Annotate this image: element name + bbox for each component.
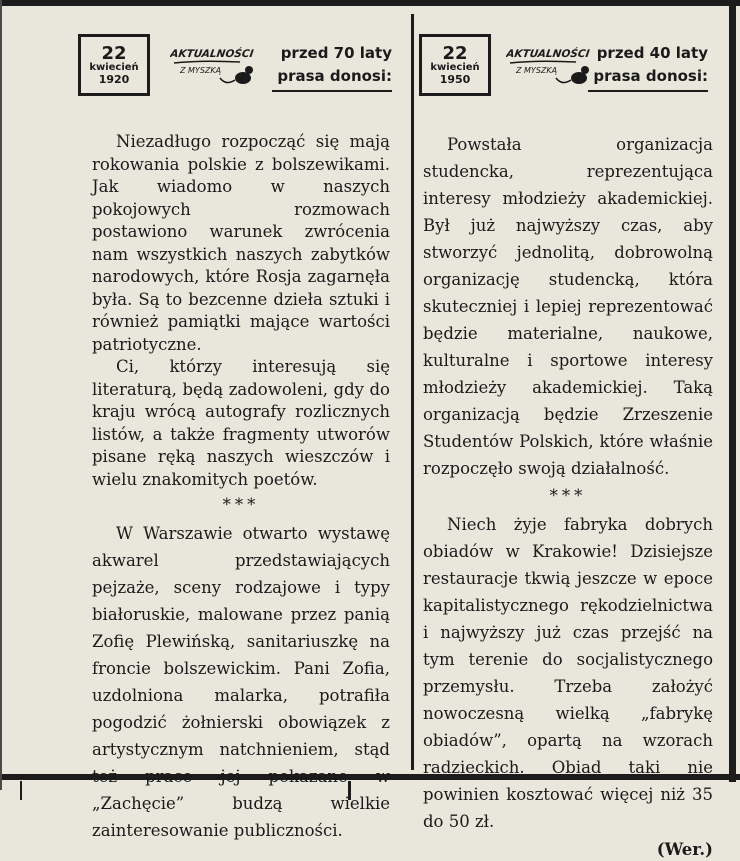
- left-header-line2: prasa donosi:: [272, 65, 392, 91]
- left-header-text: [272, 42, 392, 92]
- left-paragraph-3: W Warszawie otwarto wystawę akwarel przedstawiających pejzaże, sceny rodzajowe i typy białoruskie, malowane przez panią Zofię Plewińską, sanitariuszkę na froncie bolszewickim. Pani Zofia, uzdolniona malarka, potrafiła pogodzić żołnierski obowiązek z artystycznym natchnieniem, stąd też prace jej pokazane w „Zachęcie” budzą wielkie zainteresowanie publiczności.: [92, 520, 390, 844]
- right-logo-line2: Z MYSZKĄ: [515, 66, 557, 75]
- right-rule: [729, 0, 736, 782]
- left-date-month: kwiecień: [89, 63, 138, 74]
- right-date-month: kwiecień: [430, 63, 479, 74]
- right-date-year: 1950: [440, 74, 471, 86]
- column-divider: [411, 14, 414, 770]
- right-paragraph-1: Powstała organizacja studencka, reprezentująca interesy młodzieży akademickiej. Był już najwyższy czas, aby stworzyć jednolitą, dobrowolną organizację studencką, która skuteczniej i lepiej reprezentować będzie materialne, naukowe, kulturalne i sportowe interesy młodzieży akademickiej. Taką organizacją będzie Zrzeszenie Studentów Polskich, które właśnie rozpoczęło swoją działalność.: [423, 131, 713, 482]
- left-separator: ***: [92, 494, 390, 517]
- right-logo-line1: AKTUALNOŚCI: [506, 47, 591, 60]
- right-separator: ***: [423, 485, 713, 508]
- left-date-day: 22: [101, 45, 126, 64]
- left-date-box: [78, 34, 150, 96]
- left-logo-line1: AKTUALNOŚCI: [170, 47, 255, 60]
- left-aktualnosci-logo: [170, 42, 258, 88]
- left-mouse-icon: [220, 66, 253, 84]
- right-date-day: 22: [442, 45, 467, 64]
- left-paragraph-1: Niezadługo rozpocząć się mają rokowania polskie z bolszewikami. Jak wiadomo w naszych pokojowych rozmowach postawiono warunek zwrócenia nam wszystkich naszych zabytków narodowych, które Rosja zagarnęła była. Są to bezcenne dzieła sztuki i również pamiątki mające wartości patriotyczne.: [92, 131, 390, 356]
- right-column: [423, 131, 713, 861]
- right-mouse-icon: [556, 66, 589, 84]
- left-header-line1: przed 70 laty: [272, 42, 392, 65]
- left-logo-line2: Z MYSZKĄ: [179, 66, 221, 75]
- right-header-text: [588, 42, 708, 92]
- bottom-stub-left: [20, 781, 22, 800]
- right-date-box: [419, 34, 491, 96]
- right-aktualnosci-logo: [506, 42, 594, 88]
- right-header-line2: prasa donosi:: [588, 65, 708, 91]
- left-rule: [0, 0, 2, 790]
- right-paragraph-2: Niech żyje fabryka dobrych obiadów w Krakowie! Dzisiejsze restauracje tkwią jeszcze w epoce kapitalistycznego rękodzielnictwa i najwyższy już czas przejść na tym terenie do socjalistycznego przemysłu. Trzeba założyć nowoczesną wielką „fabrykę obiadów”, opartą na wzorach radzieckich. Obiad taki nie powinien kosztować więcej niż 35 do 50 zł.: [423, 511, 713, 835]
- left-date-year: 1920: [99, 74, 130, 86]
- left-column: [92, 131, 390, 844]
- top-rule: [0, 0, 740, 6]
- right-header-line1: przed 40 laty: [588, 42, 708, 65]
- right-signature: (Wer.): [423, 839, 713, 861]
- left-paragraph-2: Ci, którzy interesują się literaturą, będą zadowoleni, gdy do kraju wrócą autografy rozlicznych listów, a także fragmenty utworów pisane ręką naszych wieszczów i wielu znakomitych poetów.: [92, 356, 390, 491]
